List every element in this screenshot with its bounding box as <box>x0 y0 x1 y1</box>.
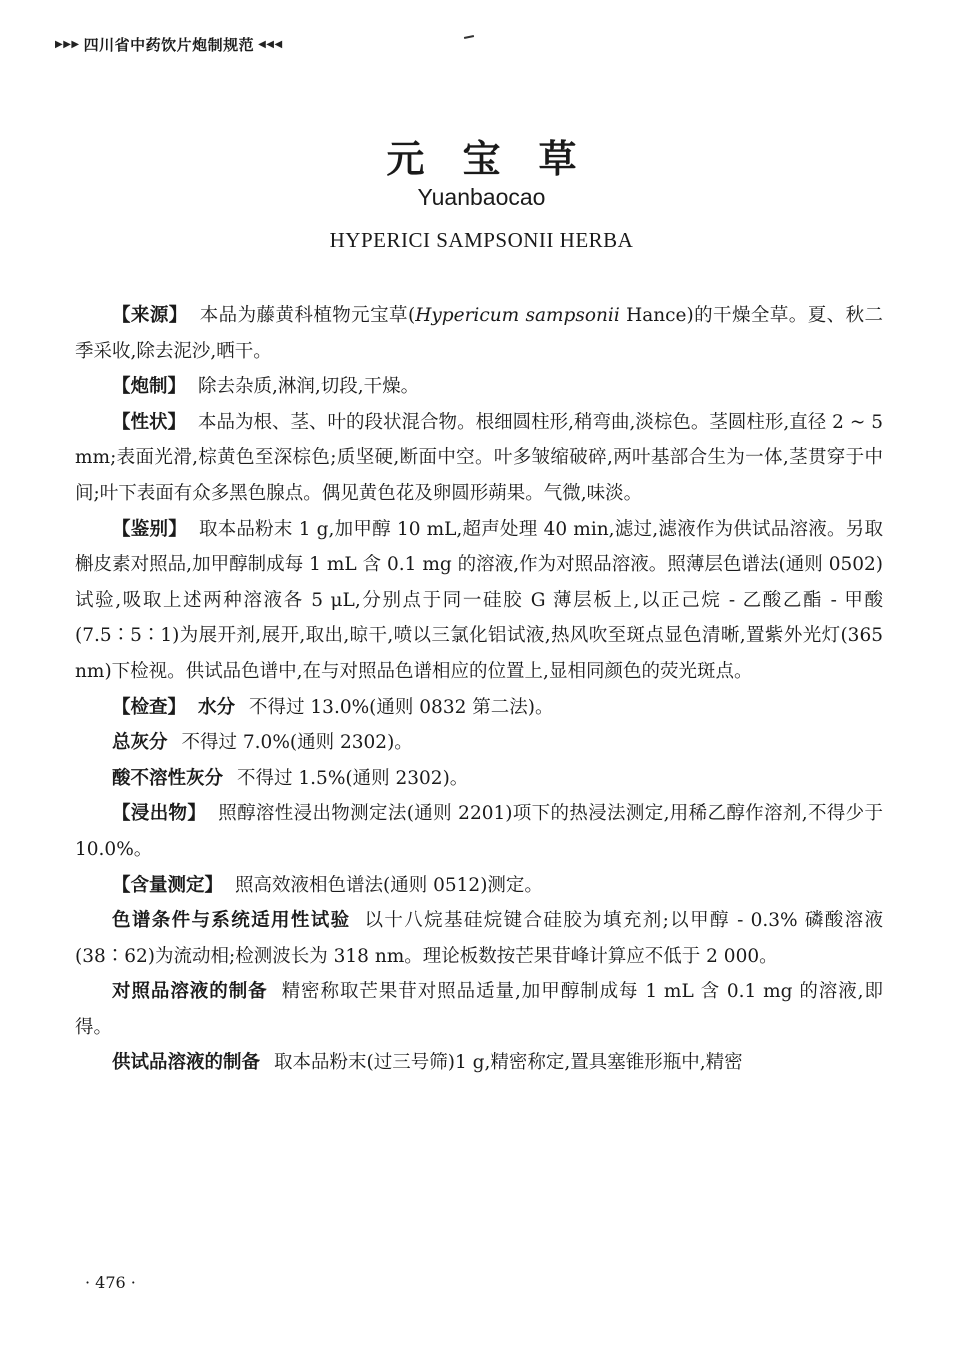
section-tag: 【检查】 <box>112 696 187 718</box>
pinyin-title: Yuanbaocao <box>417 184 546 210</box>
latin-title: HYPERICI SAMPSONII HERBA <box>329 228 634 252</box>
section-tag: 【浸出物】 <box>112 803 207 825</box>
section-text: 以十八烷基硅烷键合硅胶为填充剂;以甲醇 - 0.3% 磷酸溶液(38∶62)为流动相;检测波长为 318 nm。理论板数按芒果苷峰计算应不低于 2 000。 <box>75 910 883 967</box>
section-inspection <box>75 690 883 726</box>
species-name: Hypericum sampsonii <box>415 305 620 326</box>
monograph-body <box>75 298 883 1081</box>
subsection-label: 总灰分 <box>112 732 168 754</box>
section-text: 照醇溶性浸出物测定法(通则 2201)项下的热浸法测定,用稀乙醇作溶剂,不得少于 10.0%。 <box>75 803 883 860</box>
section-text: 不得过 13.0%(通则 0832 第二法)。 <box>249 696 554 718</box>
section-tag: 【炮制】 <box>112 376 187 398</box>
section-text: 取本品粉末(过三号筛)1 g,精密称定,置具塞锥形瓶中,精密 <box>274 1052 743 1074</box>
subsection-label: 供试品溶液的制备 <box>112 1052 261 1074</box>
subsection-reference-solution <box>75 974 883 1045</box>
section-text: 不得过 7.0%(通则 2302)。 <box>181 732 413 754</box>
page-title: 元宝草 <box>386 136 615 181</box>
section-text: 本品为根、茎、叶的段状混合物。根细圆柱形,稍弯曲,淡棕色。茎圆柱形,直径 2 ~ 5 mm;表面光滑,棕黄色至深棕色;质坚硬,断面中空。叶多皱缩破碎,两叶基部合生为一体,茎贯穿于中间;叶下表面有众多黑色腺点。偶见黄色花及卵圆形蒴果。气微,味淡。 <box>75 411 883 504</box>
section-tag: 【性状】 <box>112 411 187 433</box>
scan-mark <box>464 35 474 39</box>
running-header <box>55 34 283 55</box>
section-text: 取本品粉末 1 g,加甲醇 10 mL,超声处理 40 min,滤过,滤液作为供试品溶液。另取槲皮素对照品,加甲醇制成每 1 mL 含 0.1 mg 的溶液,作为对照品溶液。照薄层色谱法(通则 0502)试验,吸取上述两种溶液各 5 μL,分别点于同一硅胶 G 薄层板上,以正己烷 - 乙酸乙酯 - 甲酸(7.5∶5∶1)为展开剂,展开,取出,晾干,喷以三氯化铝试液,热风吹至斑点显色清晰,置紫外光灯(365 nm)下检视。供试品色谱中,在与对照品色谱相应的位置上,显相同颜色的荧光斑点。 <box>75 518 883 682</box>
section-tag: 【来源】 <box>112 305 188 326</box>
section-processing <box>75 369 883 405</box>
section-text: 照高效液相色谱法(通则 0512)测定。 <box>235 874 543 896</box>
section-text: 不得过 1.5%(通则 2302)。 <box>237 767 469 789</box>
subsection-label: 色谱条件与系统适用性试验 <box>112 910 351 932</box>
section-source <box>75 298 883 369</box>
section-extract <box>75 796 883 867</box>
triple-left-arrow-icon: ◀◀◀ <box>258 39 283 50</box>
section-text: Hance)的干燥全草。夏、秋二季采收,除去泥沙,晒干。 <box>75 305 883 362</box>
running-header-title: 四川省中药饮片炮制规范 <box>83 36 255 54</box>
subsection-label: 对照品溶液的制备 <box>112 981 268 1003</box>
section-tag: 【鉴别】 <box>112 518 187 540</box>
subsection-chromatography <box>75 903 883 974</box>
subsection-acid-ash <box>75 761 883 797</box>
section-tag: 【含量测定】 <box>112 874 224 896</box>
subsection-label: 水分 <box>198 696 236 718</box>
section-text: 本品为藤黄科植物元宝草( <box>199 305 416 326</box>
subsection-total-ash <box>75 725 883 761</box>
section-text: 精密称取芒果苷对照品适量,加甲醇制成每 1 mL 含 0.1 mg 的溶液,即得。 <box>75 981 883 1038</box>
section-description <box>75 405 883 512</box>
page-number: · 476 · <box>85 1273 136 1292</box>
subsection-label: 酸不溶性灰分 <box>112 767 224 789</box>
section-text: 除去杂质,淋润,切段,干燥。 <box>198 376 420 398</box>
section-assay <box>75 868 883 904</box>
subsection-test-solution <box>75 1045 883 1081</box>
section-identification <box>75 512 883 690</box>
triple-right-arrow-icon: ▶▶▶ <box>55 39 80 50</box>
